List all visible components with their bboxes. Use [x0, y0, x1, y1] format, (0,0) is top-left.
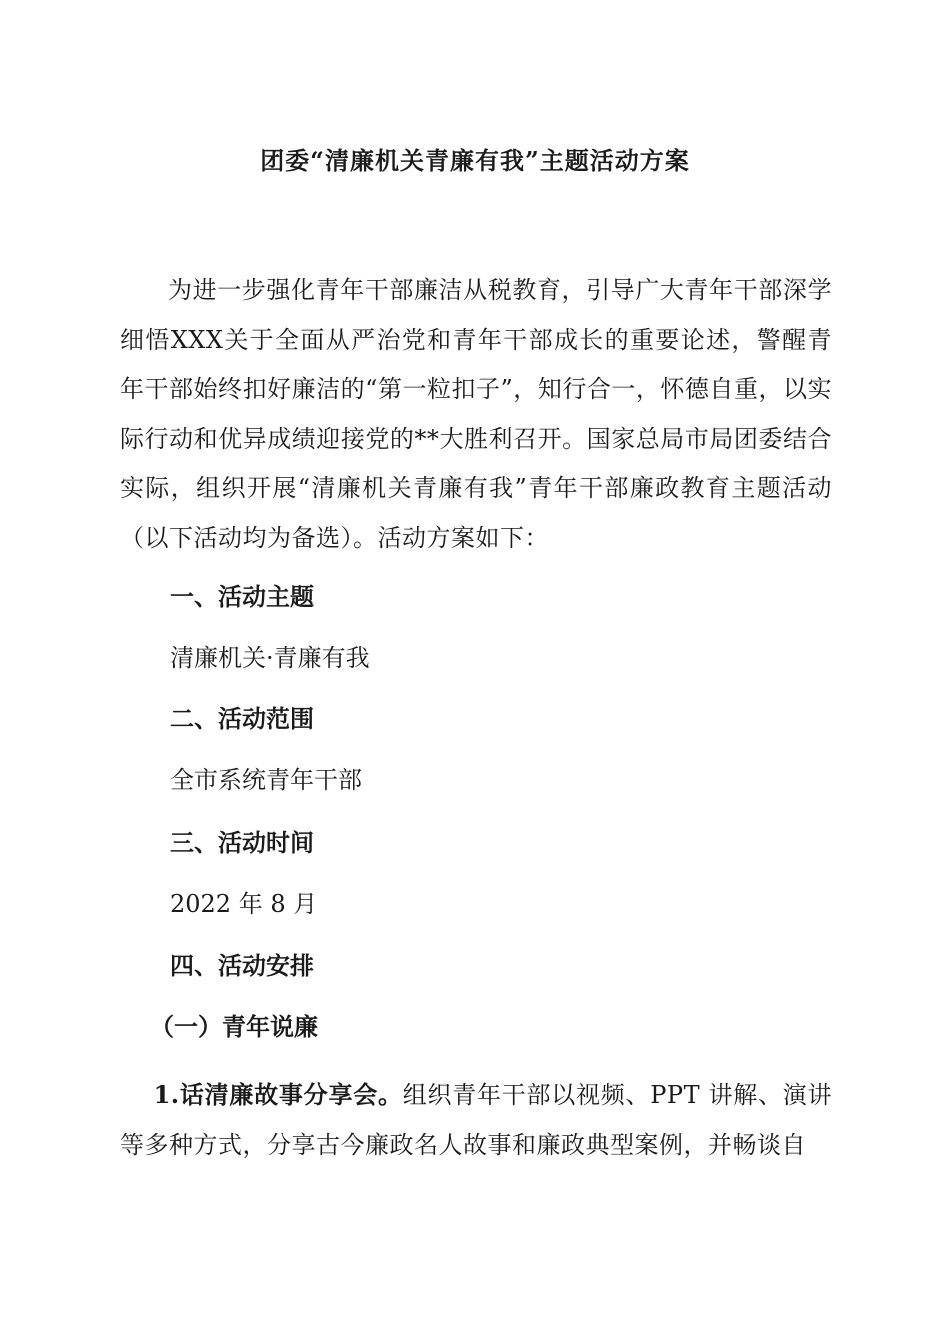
section-1-heading: 一、活动主题 — [170, 582, 314, 611]
sub-heading-youth-talk: （一）青年说廉 — [150, 1012, 318, 1041]
document-title: 团委“清廉机关青廉有我”主题活动方案 — [260, 146, 690, 175]
section-4-heading: 四、活动安排 — [170, 951, 314, 980]
section-2-heading: 二、活动范围 — [170, 704, 314, 733]
section-3-content: 2022 年 8 月 — [170, 890, 318, 918]
section-3-heading: 三、活动时间 — [170, 828, 314, 857]
item-1-paragraph — [120, 1070, 832, 1170]
section-1-content: 清廉机关·青廉有我 — [170, 644, 370, 672]
intro-paragraph: 为进一步强化青年干部廉洁从税教育，引导广大青年干部深学细悟XXX关于全面从严治党和青年干部成长的重要论述，警醒青年干部始终扣好廉洁的“第一粒扣子”，知行合一，怀德自重，以实际行动和优异成绩迎接党的**大胜利召开。国家总局市局团委结合实际，组织开展“清廉机关青廉有我”青年干部廉政教育主题活动（以下活动均为备选）。活动方案如下： — [120, 276, 832, 552]
item-1-text: 组织青年干部以视频、PPT 讲解、演讲等多种方式，分享古今廉政名人故事和廉政典型案例，并畅谈自 — [120, 1081, 832, 1159]
item-1-lead: 1.话清廉故事分享会。 — [153, 1080, 403, 1109]
section-2-content: 全市系统青年干部 — [170, 766, 362, 794]
